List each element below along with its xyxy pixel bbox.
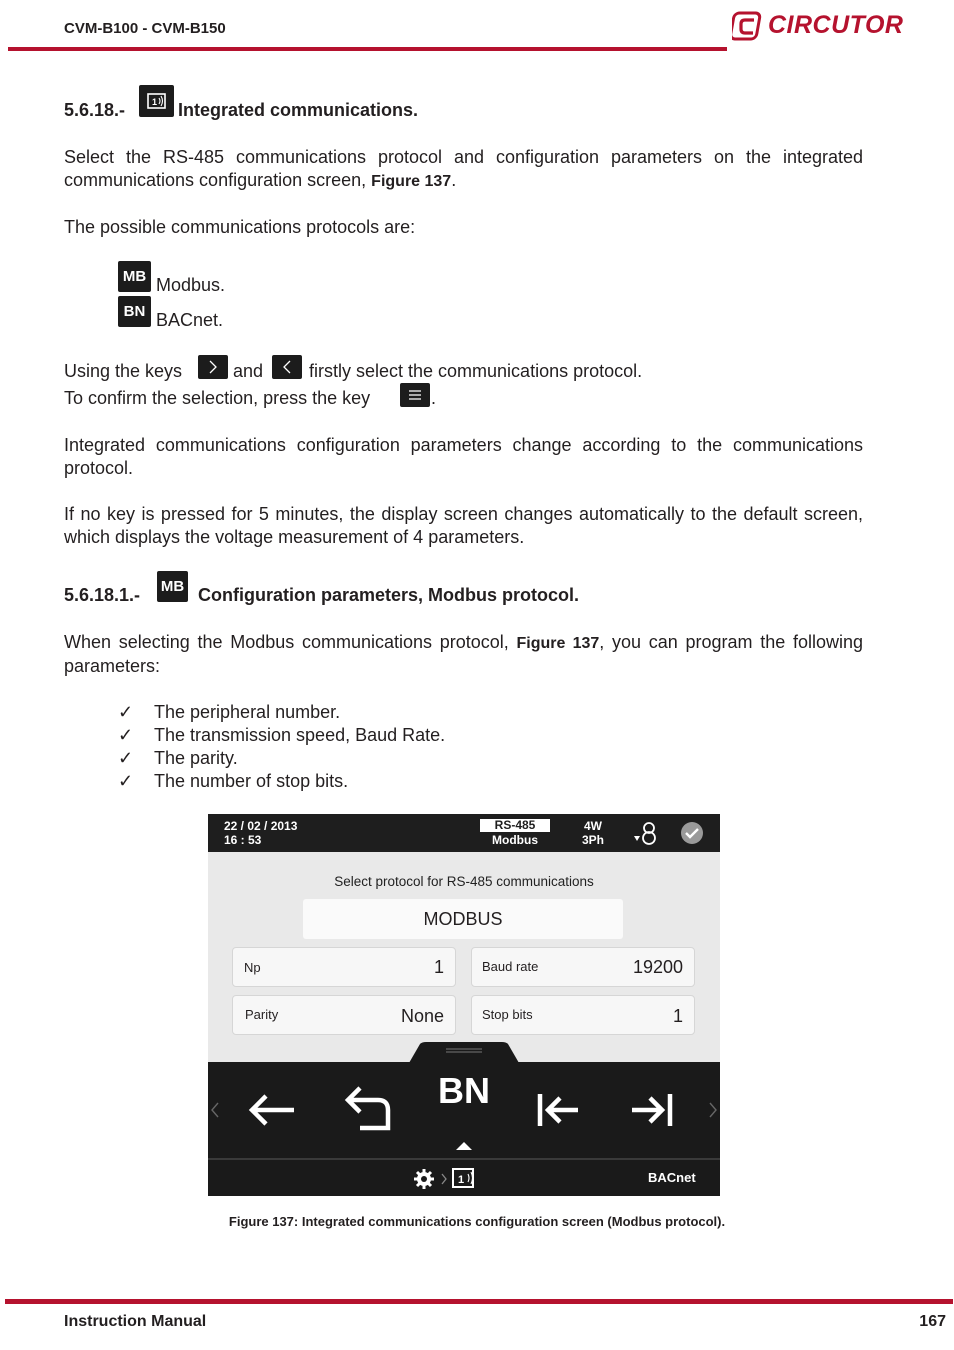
bacnet-key-label: BN: [438, 1070, 490, 1111]
bacnet-bottom-label: BACnet: [648, 1170, 696, 1185]
field-value: None: [400, 1006, 444, 1026]
field-value: 19200: [632, 957, 683, 977]
ok-check-icon[interactable]: [680, 821, 704, 848]
keys-line-end: firstly select the communications protocol.: [309, 361, 643, 381]
screen-status-bar: [208, 814, 720, 852]
screen-date: 22 / 02 / 2013: [224, 819, 298, 833]
bacnet-select-key[interactable]: [398, 1062, 530, 1158]
section-heading-5-6-18: [64, 100, 125, 121]
list-item-text: The parity.: [154, 748, 238, 768]
stop-bits-field[interactable]: [471, 995, 695, 1035]
field-value: 1: [433, 957, 444, 977]
bus-label: RS-485: [480, 819, 550, 832]
comm-key-icon: [139, 85, 174, 117]
keys-line-start: Using the keys: [64, 361, 183, 381]
checkmark-icon: ✓: [118, 725, 134, 745]
wiring-status-1: 4W: [584, 819, 602, 833]
device-screen-figure: [208, 814, 720, 1196]
paragraph-protocols: The possible communications protocols are:: [64, 217, 416, 237]
list-item: [118, 724, 445, 747]
field-label: Stop bits: [482, 1007, 533, 1022]
figure-reference: Figure 137: [516, 635, 600, 652]
screen-prompt: Select protocol for RS-485 communications: [334, 874, 594, 889]
modbus-intro-text-end: , you can program the following parameters:: [64, 632, 863, 676]
figure-reference: Figure 137: [371, 173, 452, 190]
list-item: [118, 701, 340, 724]
field-label: Parity: [245, 1007, 279, 1022]
footer-manual-title: Instruction Manual: [64, 1313, 207, 1330]
subsection-title: Configuration parameters, Modbus protocol.: [198, 585, 580, 605]
svg-text:1: 1: [458, 1174, 465, 1186]
menu-key-icon: [400, 383, 430, 407]
list-item-text: The number of stop bits.: [154, 771, 349, 791]
scroll-right-icon[interactable]: [708, 1101, 718, 1124]
list-item: [118, 770, 348, 793]
parity-field[interactable]: [232, 995, 456, 1035]
modbus-badge-icon: MB: [118, 261, 151, 292]
up-triangle-icon: [454, 1140, 474, 1152]
page-number: 167: [919, 1313, 946, 1330]
document-header-title: CVM-B100 - CVM-B150: [64, 20, 226, 37]
checkmark-icon: ✓: [118, 771, 134, 791]
field-value: 1: [672, 1006, 683, 1026]
header-rule: [8, 47, 727, 51]
circutor-logo-icon: [732, 10, 766, 44]
list-item-text: The transmission speed, Baud Rate.: [154, 725, 446, 745]
baud-rate-field[interactable]: [471, 947, 695, 987]
np-field[interactable]: [232, 947, 456, 987]
function-key-bar: [208, 1062, 720, 1196]
left-key-icon: [272, 355, 302, 379]
protocol-modbus-label: Modbus.: [156, 275, 226, 295]
list-item: [118, 747, 238, 770]
paragraph-modbus-intro: [64, 631, 863, 678]
screen-time: 16 : 53: [224, 833, 262, 847]
first-page-icon[interactable]: [536, 1088, 582, 1137]
checkmark-icon: ✓: [118, 702, 134, 722]
subsection-number: 5.6.18.1.-: [64, 585, 141, 605]
paragraph-intro: Select the RS-485 communications protocol and configuration parameters on the integrated communications configuration screen, Figure 137.: [64, 147, 863, 190]
paragraph-config-change: Integrated communications configuration parameters change according to the communications protocol.: [64, 435, 863, 478]
checkmark-icon: ✓: [118, 748, 134, 768]
protocol-bacnet-label: BACnet.: [156, 310, 224, 330]
bacnet-badge-icon: BN: [118, 296, 151, 327]
right-key-icon: [198, 355, 228, 379]
breadcrumb-chevron-icon: [440, 1172, 448, 1191]
back-arrow-icon[interactable]: [246, 1088, 298, 1137]
list-item-text: The peripheral number.: [154, 702, 341, 722]
footer-rule: [5, 1299, 953, 1304]
scroll-left-icon[interactable]: [210, 1101, 220, 1124]
protocol-status: Modbus: [492, 833, 538, 847]
intro-text: Select the RS-485 communications protocol and configuration parameters on the integrated communications configuration screen,: [64, 147, 863, 190]
modbus-intro-text: When selecting the Modbus communications protocol,: [64, 632, 509, 652]
last-page-icon[interactable]: [628, 1088, 674, 1137]
section-title: Integrated communications.: [178, 100, 419, 120]
field-label: Baud rate: [482, 959, 539, 974]
svg-text:1: 1: [152, 97, 158, 107]
protocol-selector[interactable]: MODBUS: [303, 899, 623, 939]
keys-line-and: and: [233, 361, 264, 381]
confirm-line: To confirm the selection, press the key: [64, 388, 371, 408]
logo-text: CIRCUTOR: [768, 11, 904, 39]
settings-gear-icon: [413, 1168, 435, 1195]
confirm-period: .: [431, 388, 437, 408]
return-icon[interactable]: [344, 1084, 394, 1141]
comm-breadcrumb-icon: [452, 1167, 478, 1194]
figure-caption: Figure 137: Integrated communications configuration screen (Modbus protocol).: [228, 1214, 726, 1229]
phase-sequence-icon: [632, 818, 662, 851]
wiring-status-2: 3Ph: [581, 833, 604, 847]
modbus-badge-icon: MB: [157, 571, 188, 602]
field-label: Np: [244, 960, 261, 975]
paragraph-timeout: If no key is pressed for 5 minutes, the display screen changes automatically to the default screen, which displays the voltage measurement of 4 parameters.: [64, 504, 863, 547]
circutor-logo: [730, 8, 908, 46]
section-number: 5.6.18.-: [64, 100, 126, 120]
